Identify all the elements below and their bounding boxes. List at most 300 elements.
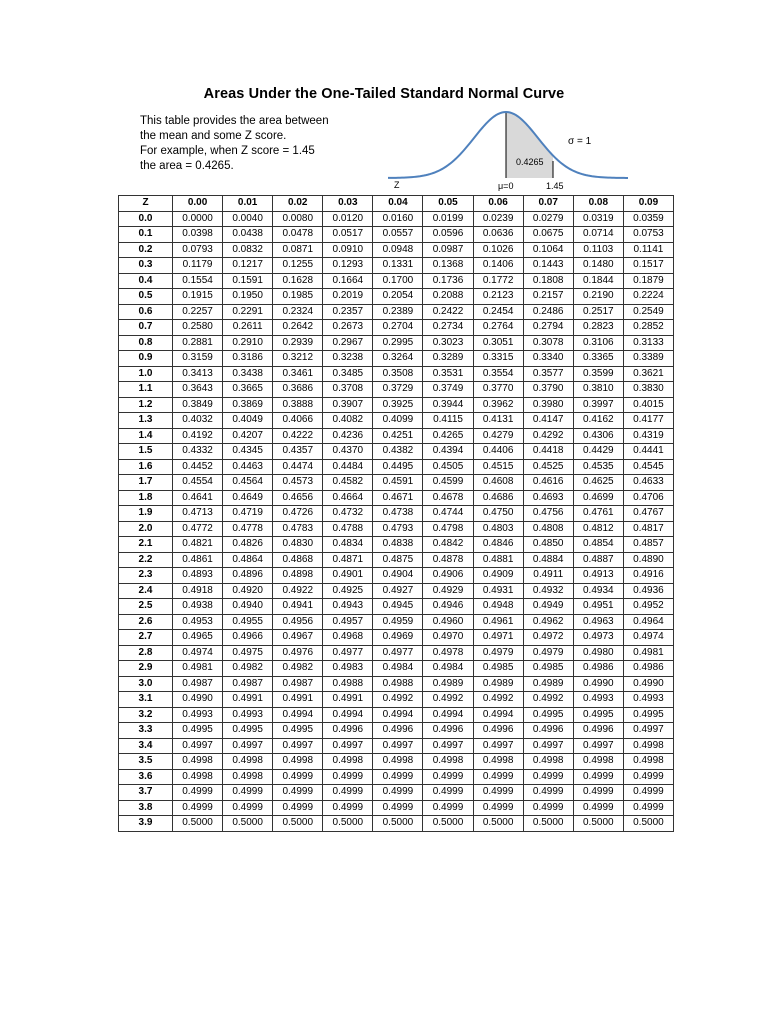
area-cell: 0.4994 — [373, 707, 423, 723]
z-value-cell: 1.5 — [119, 444, 173, 460]
area-cell: 0.0398 — [173, 227, 223, 243]
area-cell: 0.3413 — [173, 366, 223, 382]
area-cell: 0.4854 — [573, 537, 623, 553]
area-cell: 0.4984 — [423, 661, 473, 677]
intro-line: the area = 0.4265. — [140, 160, 234, 172]
area-cell: 0.1772 — [473, 273, 523, 289]
area-cell: 0.0753 — [623, 227, 673, 243]
area-cell: 0.3665 — [223, 382, 273, 398]
area-cell: 0.4474 — [273, 459, 323, 475]
area-cell: 0.4999 — [323, 769, 373, 785]
area-cell: 0.1808 — [523, 273, 573, 289]
area-cell: 0.4826 — [223, 537, 273, 553]
column-header: 0.02 — [273, 196, 323, 212]
area-cell: 0.4664 — [323, 490, 373, 506]
area-cell: 0.4545 — [623, 459, 673, 475]
area-cell: 0.4956 — [273, 614, 323, 630]
area-cell: 0.4162 — [573, 413, 623, 429]
area-cell: 0.4995 — [523, 707, 573, 723]
area-cell: 0.4821 — [173, 537, 223, 553]
area-cell: 0.4981 — [623, 645, 673, 661]
area-cell: 0.2357 — [323, 304, 373, 320]
area-cell: 0.4948 — [473, 599, 523, 615]
area-cell: 0.1141 — [623, 242, 673, 258]
area-cell: 0.4817 — [623, 521, 673, 537]
area-cell: 0.2088 — [423, 289, 473, 305]
area-cell: 0.2967 — [323, 335, 373, 351]
area-cell: 0.1026 — [473, 242, 523, 258]
area-cell: 0.4955 — [223, 614, 273, 630]
table-row — [119, 428, 674, 444]
table-row — [119, 413, 674, 429]
area-cell: 0.4922 — [273, 583, 323, 599]
area-cell: 0.4842 — [423, 537, 473, 553]
area-cell: 0.2190 — [573, 289, 623, 305]
area-cell: 0.1664 — [323, 273, 373, 289]
table-row — [119, 599, 674, 615]
area-cell: 0.3365 — [573, 351, 623, 367]
area-cell: 0.3289 — [423, 351, 473, 367]
area-cell: 0.4999 — [573, 800, 623, 816]
area-cell: 0.1915 — [173, 289, 223, 305]
area-cell: 0.4452 — [173, 459, 223, 475]
area-cell: 0.3023 — [423, 335, 473, 351]
area-cell: 0.3238 — [323, 351, 373, 367]
area-cell: 0.4940 — [223, 599, 273, 615]
area-cell: 0.4633 — [623, 475, 673, 491]
area-cell: 0.0000 — [173, 211, 223, 227]
table-body — [119, 211, 674, 831]
area-cell: 0.4868 — [273, 552, 323, 568]
area-cell: 0.4911 — [523, 568, 573, 584]
table-row — [119, 707, 674, 723]
area-cell: 0.4998 — [523, 754, 573, 770]
area-cell: 0.4999 — [573, 785, 623, 801]
area-cell: 0.4996 — [373, 723, 423, 739]
area-cell: 0.4996 — [523, 723, 573, 739]
table-row — [119, 351, 674, 367]
area-cell: 0.4999 — [623, 769, 673, 785]
area-cell: 0.4236 — [323, 428, 373, 444]
area-cell: 0.0871 — [273, 242, 323, 258]
area-cell: 0.4999 — [523, 769, 573, 785]
area-cell: 0.1368 — [423, 258, 473, 274]
area-cell: 0.4625 — [573, 475, 623, 491]
column-header: 0.00 — [173, 196, 223, 212]
area-cell: 0.4996 — [423, 723, 473, 739]
area-cell: 0.1103 — [573, 242, 623, 258]
area-cell: 0.4999 — [173, 785, 223, 801]
area-cell: 0.4989 — [423, 676, 473, 692]
area-cell: 0.4988 — [323, 676, 373, 692]
area-cell: 0.4938 — [173, 599, 223, 615]
area-cell: 0.4591 — [373, 475, 423, 491]
area-cell: 0.0040 — [223, 211, 273, 227]
area-cell: 0.4998 — [623, 738, 673, 754]
area-cell: 0.4987 — [173, 676, 223, 692]
area-cell: 0.0636 — [473, 227, 523, 243]
z-value-cell: 2.2 — [119, 552, 173, 568]
area-cell: 0.4978 — [423, 645, 473, 661]
area-cell: 0.4726 — [273, 506, 323, 522]
table-row — [119, 490, 674, 506]
column-header: 0.08 — [573, 196, 623, 212]
table-row — [119, 382, 674, 398]
area-cell: 0.4993 — [173, 707, 223, 723]
area-cell: 0.2673 — [323, 320, 373, 336]
area-cell: 0.3997 — [573, 397, 623, 413]
area-cell: 0.4484 — [323, 459, 373, 475]
area-cell: 0.4997 — [373, 738, 423, 754]
area-cell: 0.4994 — [273, 707, 323, 723]
area-cell: 0.0910 — [323, 242, 373, 258]
area-cell: 0.4998 — [223, 769, 273, 785]
area-cell: 0.2291 — [223, 304, 273, 320]
area-cell: 0.4979 — [523, 645, 573, 661]
area-cell: 0.4998 — [623, 754, 673, 770]
area-cell: 0.4943 — [323, 599, 373, 615]
z-value-cell: 1.0 — [119, 366, 173, 382]
z-value-cell: 2.1 — [119, 537, 173, 553]
table-row — [119, 397, 674, 413]
area-cell: 0.2224 — [623, 289, 673, 305]
area-cell: 0.3531 — [423, 366, 473, 382]
table-row — [119, 258, 674, 274]
area-cell: 0.3708 — [323, 382, 373, 398]
area-cell: 0.3264 — [373, 351, 423, 367]
z-value-cell: 3.1 — [119, 692, 173, 708]
area-cell: 0.4599 — [423, 475, 473, 491]
normal-curve-diagram — [388, 106, 628, 192]
area-cell: 0.4890 — [623, 552, 673, 568]
area-cell: 0.4207 — [223, 428, 273, 444]
area-cell: 0.3643 — [173, 382, 223, 398]
area-cell: 0.4998 — [573, 754, 623, 770]
area-cell: 0.4972 — [523, 630, 573, 646]
z-value-cell: 0.1 — [119, 227, 173, 243]
z-axis-label: Z — [394, 180, 400, 190]
z-value-cell: 3.0 — [119, 676, 173, 692]
area-cell: 0.4999 — [473, 769, 523, 785]
area-cell: 0.4925 — [323, 583, 373, 599]
z-value-cell: 0.8 — [119, 335, 173, 351]
area-cell: 0.4812 — [573, 521, 623, 537]
area-cell: 0.5000 — [323, 816, 373, 832]
area-cell: 0.4772 — [173, 521, 223, 537]
sigma-label: σ = 1 — [568, 136, 592, 147]
area-cell: 0.4147 — [523, 413, 573, 429]
area-cell: 0.4927 — [373, 583, 423, 599]
area-cell: 0.4750 — [473, 506, 523, 522]
area-cell: 0.4995 — [173, 723, 223, 739]
z-value-cell: 0.4 — [119, 273, 173, 289]
area-cell: 0.4999 — [373, 800, 423, 816]
area-cell: 0.4656 — [273, 490, 323, 506]
area-cell: 0.4904 — [373, 568, 423, 584]
area-cell: 0.2549 — [623, 304, 673, 320]
area-cell: 0.3621 — [623, 366, 673, 382]
area-cell: 0.4961 — [473, 614, 523, 630]
area-cell: 0.4850 — [523, 537, 573, 553]
area-cell: 0.4996 — [573, 723, 623, 739]
area-cell: 0.2324 — [273, 304, 323, 320]
area-cell: 0.4995 — [573, 707, 623, 723]
z-value-cell: 0.6 — [119, 304, 173, 320]
table-row — [119, 459, 674, 475]
area-cell: 0.4699 — [573, 490, 623, 506]
intro-line: For example, when Z score = 1.45 — [140, 145, 315, 157]
area-cell: 0.4999 — [523, 785, 573, 801]
area-cell: 0.4909 — [473, 568, 523, 584]
area-cell: 0.5000 — [373, 816, 423, 832]
z-value-cell: 2.6 — [119, 614, 173, 630]
area-cell: 0.4971 — [473, 630, 523, 646]
area-cell: 0.2910 — [223, 335, 273, 351]
area-cell: 0.4686 — [473, 490, 523, 506]
area-cell: 0.1700 — [373, 273, 423, 289]
z-value-cell: 3.7 — [119, 785, 173, 801]
area-cell: 0.4778 — [223, 521, 273, 537]
area-cell: 0.4693 — [523, 490, 573, 506]
table-row — [119, 661, 674, 677]
table-row — [119, 273, 674, 289]
area-cell: 0.4582 — [323, 475, 373, 491]
area-cell: 0.4671 — [373, 490, 423, 506]
area-cell: 0.4960 — [423, 614, 473, 630]
area-cell: 0.4996 — [473, 723, 523, 739]
area-cell: 0.4370 — [323, 444, 373, 460]
area-cell: 0.4744 — [423, 506, 473, 522]
area-cell: 0.4994 — [423, 707, 473, 723]
area-cell: 0.2642 — [273, 320, 323, 336]
area-cell: 0.1064 — [523, 242, 573, 258]
area-cell: 0.4989 — [523, 676, 573, 692]
z-value-cell: 0.7 — [119, 320, 173, 336]
table-row — [119, 242, 674, 258]
area-cell: 0.0239 — [473, 211, 523, 227]
area-cell: 0.4898 — [273, 568, 323, 584]
area-cell: 0.4993 — [623, 692, 673, 708]
area-cell: 0.4967 — [273, 630, 323, 646]
table-row — [119, 785, 674, 801]
area-cell: 0.4463 — [223, 459, 273, 475]
table-row — [119, 800, 674, 816]
area-cell: 0.4901 — [323, 568, 373, 584]
table-row — [119, 537, 674, 553]
area-cell: 0.0160 — [373, 211, 423, 227]
z-value-cell: 2.5 — [119, 599, 173, 615]
area-cell: 0.4115 — [423, 413, 473, 429]
area-cell: 0.4977 — [373, 645, 423, 661]
area-cell: 0.4991 — [323, 692, 373, 708]
area-cell: 0.4332 — [173, 444, 223, 460]
area-cell: 0.4991 — [273, 692, 323, 708]
area-cell: 0.4515 — [473, 459, 523, 475]
area-cell: 0.4968 — [323, 630, 373, 646]
column-header: 0.05 — [423, 196, 473, 212]
area-cell: 0.4999 — [173, 800, 223, 816]
area-cell: 0.4990 — [623, 676, 673, 692]
z-value-cell: 1.1 — [119, 382, 173, 398]
area-cell: 0.5000 — [623, 816, 673, 832]
area-cell: 0.4996 — [323, 723, 373, 739]
table-row — [119, 552, 674, 568]
intro-text — [140, 114, 380, 174]
area-cell: 0.4066 — [273, 413, 323, 429]
column-header: 0.03 — [323, 196, 373, 212]
area-cell: 0.4957 — [323, 614, 373, 630]
column-header: 0.07 — [523, 196, 573, 212]
area-cell: 0.0596 — [423, 227, 473, 243]
area-cell: 0.3340 — [523, 351, 573, 367]
area-cell: 0.4931 — [473, 583, 523, 599]
area-cell: 0.4834 — [323, 537, 373, 553]
area-cell: 0.4761 — [573, 506, 623, 522]
area-cell: 0.4998 — [423, 754, 473, 770]
area-cell: 0.4999 — [623, 785, 673, 801]
table-row — [119, 227, 674, 243]
area-cell: 0.4997 — [273, 738, 323, 754]
area-cell: 0.3389 — [623, 351, 673, 367]
area-label: 0.4265 — [516, 157, 544, 167]
table-row — [119, 568, 674, 584]
column-header: 0.04 — [373, 196, 423, 212]
area-cell: 0.1517 — [623, 258, 673, 274]
area-cell: 0.4535 — [573, 459, 623, 475]
table-row — [119, 366, 674, 382]
z-value-cell: 1.8 — [119, 490, 173, 506]
z-value-cell: 3.6 — [119, 769, 173, 785]
area-cell: 0.4951 — [573, 599, 623, 615]
area-cell: 0.4999 — [623, 800, 673, 816]
mu-label: μ=0 — [498, 181, 514, 191]
area-cell: 0.5000 — [173, 816, 223, 832]
area-cell: 0.4946 — [423, 599, 473, 615]
area-cell: 0.4887 — [573, 552, 623, 568]
table-row — [119, 335, 674, 351]
area-cell: 0.3599 — [573, 366, 623, 382]
area-cell: 0.4732 — [323, 506, 373, 522]
table-row — [119, 614, 674, 630]
table-row — [119, 738, 674, 754]
area-cell: 0.4988 — [373, 676, 423, 692]
area-cell: 0.4999 — [273, 785, 323, 801]
area-cell: 0.4997 — [323, 738, 373, 754]
area-cell: 0.3749 — [423, 382, 473, 398]
area-cell: 0.4934 — [573, 583, 623, 599]
area-cell: 0.2123 — [473, 289, 523, 305]
area-cell: 0.4788 — [323, 521, 373, 537]
area-cell: 0.4505 — [423, 459, 473, 475]
area-cell: 0.4998 — [473, 754, 523, 770]
area-cell: 0.2852 — [623, 320, 673, 336]
area-cell: 0.3790 — [523, 382, 573, 398]
area-cell: 0.0319 — [573, 211, 623, 227]
z-value-cell: 3.8 — [119, 800, 173, 816]
z-value-cell: 3.9 — [119, 816, 173, 832]
z-value-cell: 3.5 — [119, 754, 173, 770]
area-cell: 0.4793 — [373, 521, 423, 537]
area-cell: 0.0793 — [173, 242, 223, 258]
area-cell: 0.4032 — [173, 413, 223, 429]
area-cell: 0.2734 — [423, 320, 473, 336]
area-cell: 0.1406 — [473, 258, 523, 274]
area-cell: 0.4990 — [573, 676, 623, 692]
z-value-cell: 0.5 — [119, 289, 173, 305]
area-cell: 0.4999 — [323, 785, 373, 801]
area-cell: 0.4975 — [223, 645, 273, 661]
area-cell: 0.4997 — [623, 723, 673, 739]
area-cell: 0.4999 — [223, 785, 273, 801]
area-cell: 0.4998 — [173, 769, 223, 785]
z-value-cell: 3.3 — [119, 723, 173, 739]
area-cell: 0.3461 — [273, 366, 323, 382]
table-row — [119, 723, 674, 739]
area-cell: 0.4965 — [173, 630, 223, 646]
area-cell: 0.4999 — [373, 785, 423, 801]
area-cell: 0.4616 — [523, 475, 573, 491]
area-cell: 0.4838 — [373, 537, 423, 553]
area-cell: 0.3729 — [373, 382, 423, 398]
intro-line: This table provides the area between — [140, 115, 329, 127]
area-cell: 0.4982 — [273, 661, 323, 677]
area-cell: 0.1591 — [223, 273, 273, 289]
area-cell: 0.4049 — [223, 413, 273, 429]
z-value-cell: 2.4 — [119, 583, 173, 599]
area-cell: 0.4871 — [323, 552, 373, 568]
area-cell: 0.4131 — [473, 413, 523, 429]
area-cell: 0.4990 — [173, 692, 223, 708]
area-cell: 0.4987 — [223, 676, 273, 692]
area-cell: 0.4999 — [523, 800, 573, 816]
z-value-cell: 0.0 — [119, 211, 173, 227]
table-row — [119, 583, 674, 599]
area-cell: 0.4953 — [173, 614, 223, 630]
area-cell: 0.4932 — [523, 583, 573, 599]
z-value-cell: 1.4 — [119, 428, 173, 444]
table-row — [119, 816, 674, 832]
z-column-header: Z — [119, 196, 173, 212]
table-row — [119, 444, 674, 460]
area-cell: 0.4989 — [473, 676, 523, 692]
shaded-area — [506, 112, 553, 178]
area-cell: 0.4875 — [373, 552, 423, 568]
z-value-cell: 1.7 — [119, 475, 173, 491]
area-cell: 0.0359 — [623, 211, 673, 227]
area-cell: 0.4984 — [373, 661, 423, 677]
area-cell: 0.4929 — [423, 583, 473, 599]
z-value-cell: 2.8 — [119, 645, 173, 661]
area-cell: 0.3810 — [573, 382, 623, 398]
area-cell: 0.2486 — [523, 304, 573, 320]
z-table — [118, 195, 674, 832]
area-cell: 0.4406 — [473, 444, 523, 460]
area-cell: 0.4345 — [223, 444, 273, 460]
area-cell: 0.4995 — [623, 707, 673, 723]
area-cell: 0.4966 — [223, 630, 273, 646]
area-cell: 0.4319 — [623, 428, 673, 444]
area-cell: 0.4936 — [623, 583, 673, 599]
area-cell: 0.3907 — [323, 397, 373, 413]
area-cell: 0.1217 — [223, 258, 273, 274]
area-cell: 0.3315 — [473, 351, 523, 367]
table-row — [119, 304, 674, 320]
area-cell: 0.5000 — [573, 816, 623, 832]
table-row — [119, 645, 674, 661]
area-cell: 0.4941 — [273, 599, 323, 615]
z-value-cell: 0.2 — [119, 242, 173, 258]
area-cell: 0.4982 — [223, 661, 273, 677]
